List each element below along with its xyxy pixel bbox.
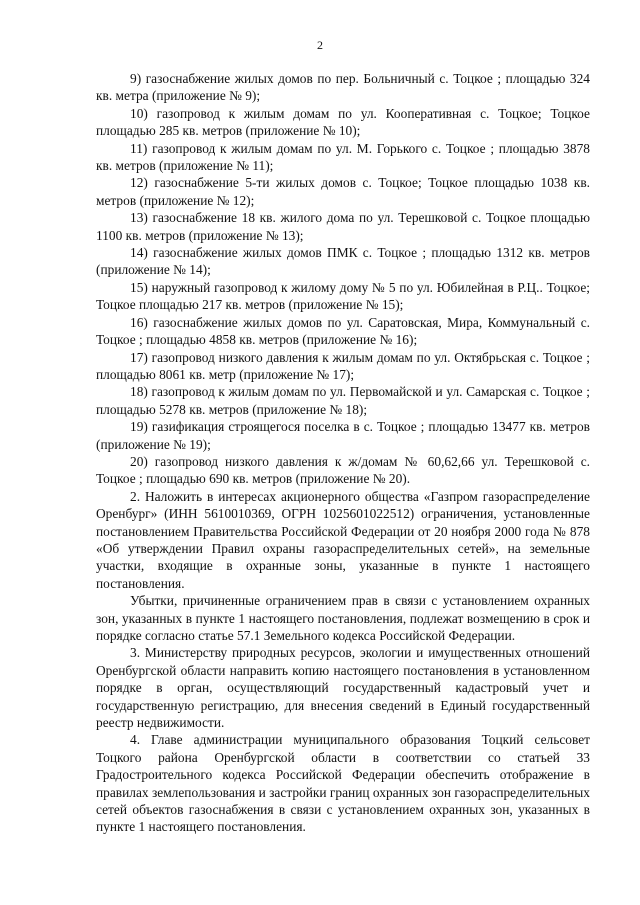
list-item-15: 15) наружный газопровод к жилому дому № 5 по ул. Юбилейная в Р.Ц.. Тоцкое; Тоцкое площадью 217 кв. метров (приложение № 15); (96, 279, 590, 313)
paragraph-2: 2. Наложить в интересах акционерного общества «Газпром газораспределение Оренбург» (ИНН 5610010369, ОГРН 1025601022512) ограничения, установленные постановлением Правительства Российской Федерации от 20 ноября 2000 года № 878 «Об утверждении Правил охраны газораспределительных сетей», на земельные участки, входящие в охранные зоны, указанные в пункте 1 настоящего постановления. (96, 488, 590, 591)
list-item-14: 14) газоснабжение жилых домов ПМК с. Тоцкое ; площадью 1312 кв. метров (приложение № 14); (96, 245, 590, 278)
document-body (96, 70, 590, 836)
list-item-9: 9) газоснабжение жилых домов по пер. Больничный с. Тоцкое ; площадью 324 кв. метра (приложение № 9); (96, 71, 590, 104)
paragraph-3: 3. Министерству природных ресурсов, экологии и имущественных отношений Оренбургской области направить копию настоящего постановления в установленном порядке в орган, осуществляющий государственный кадастровый учет и государственную регистрацию, для внесения сведений в Единый государственный реестр недвижимости. (96, 645, 590, 731)
list-item-18: 18) газопровод к жилым домам по ул. Первомайской и ул. Самарская с. Тоцкое ; площадью 5278 кв. метров (приложение № 18); (96, 384, 590, 417)
list-item-11: 11) газопровод к жилым домам по ул. М. Горького с. Тоцкое ; площадью 3878 кв. метров (приложение № 11); (96, 140, 590, 174)
list-item-20: 20) газопровод низкого давления к ж/домам № 60,62,66 ул. Терешковой с. Тоцкое ; площадью 690 кв. метров (приложение № 20). (96, 453, 590, 487)
page-number: 2 (317, 38, 323, 52)
list-item-16: 16) газоснабжение жилых домов по ул. Саратовская, Мира, Коммунальный с. Тоцкое ; площадью 4858 кв. метров (приложение № 16); (96, 314, 590, 348)
list-item-10: 10) газопровод к жилым домам по ул. Кооперативная с. Тоцкое; Тоцкое площадью 285 кв. метров (приложение № 10); (96, 105, 590, 139)
list-item-19: 19) газификация строящегося поселка в с. Тоцкое ; площадью 13477 кв. метров (приложение № 19); (96, 419, 590, 452)
list-item-17: 17) газопровод низкого давления к жилым домам по ул. Октябрьская с. Тоцкое ; площадью 8061 кв. метр (приложение № 17); (96, 349, 590, 382)
paragraph-damages: Убытки, причиненные ограничением прав в связи с установлением охранных зон, указанных в пункте 1 настоящего постановления, подлежат возмещению в срок и порядке согласно статье 57.1 Земельного кодекса Российской Федерации. (96, 593, 590, 643)
paragraph-4: 4. Главе администрации муниципального образования Тоцкий сельсовет Тоцкого района Оренбургской области в соответствии со статьей 33 Градостроительного кодекса Российской Федерации обеспечить отображение в правилах землепользования и застройки границ охранных зон газораспределительных сетей объектов газоснабжения в связи с установлением охранных зон, указанных в пункте 1 настоящего постановления. (96, 732, 590, 835)
list-item-13: 13) газоснабжение 18 кв. жилого дома по ул. Терешковой с. Тоцкое площадью 1100 кв. метров (приложение № 13); (96, 210, 590, 243)
list-item-12: 12) газоснабжение 5-ти жилых домов с. Тоцкое; Тоцкое площадью 1038 кв. метров (приложение № 12); (96, 175, 590, 208)
